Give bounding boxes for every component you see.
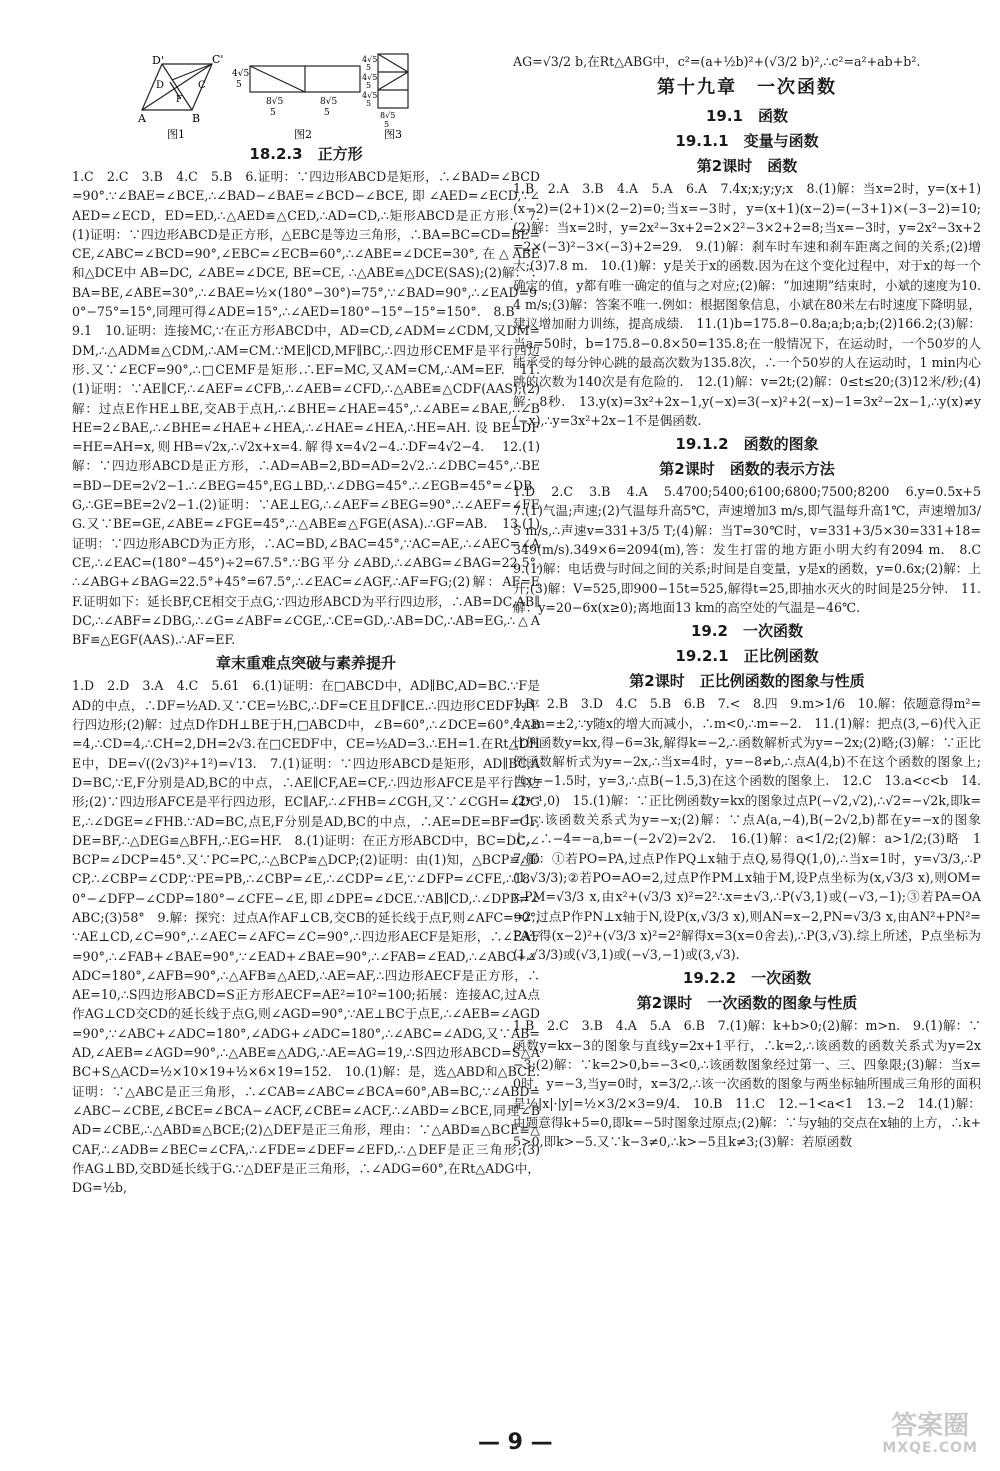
answers-18-2-3-part2: 9.1 10.证明：连接MC,∵在正方形ABCD中，AD=CD,∠ADM=∠CDM,又DM=DM,∴△ADM≌△CDM,∴AM=CM.∵ME∥CD,MF∥BC,∴四边形CEMF是平行四边形.又∵∠ECF=90°,∴□CEMF是矩形.∴EF=MC,又AM=CM,∴AM=EF. 11.(1)证明：∵AE∥CF,∴∠AEF=∠CFB,∴∠AEB=∠CFD,∴△ABE≌△CDF(AAS);(2)解：过点E作HE⊥BE,交AB于点H,∴∠BHE=∠HAE=45°,∴∠ABE=∠BAE,∴∠BHE=2∠BAE,∴∠BHE=∠HAE+∠HEA,∴∠HAE=∠HEA,∴HE=AH.设BE=DF=HE=AH=x,则HB=√2x,∴√2x+x=4.解得x=4√2−4.∴DF=4√2−4. 12.(1)解：∵四边形ABCD是正方形，∴AD=AB=2,BD=AD=2√2.∴∠DBC=45°,∴BE=BD−DE=2√2−1.∴∠BEG=45°,EG⊥BD,∴∠DBG=45°.∴∠EGB=45°=∠DBG,∴GE=BE=2√2−1.(2)证明：∵AE⊥EG,∴∠AEF=∠BEG=90°.∴∠AEF=∠FEG.又∵BE=GE,∠ABE=∠FGE=45°,∴△ABE≌△FGE(ASA).∴GF=AB. 13.(1)证明：∵四边形ABCD为正方形，∴AC=BD,∠BAC=45°,∵AC=AE,∴∠AEC=∠ACE,∴∠EAC=(180°−45°)÷2=67.5°.∵BG平分∠ABD,∴∠ABG=∠BAG=22.5°,∴∠ABG+∠BAG=22.5°+45°=67.5°,∴∠EAC=∠AGF,∴AF=FG;(2)解：AF=EF.证明如下：延长BF,CE相交于点G,∵四边形ABCD为平行四边形，∴AB=DC,AB∥DC,∴∠ABF=∠DBG,∴∠G=∠ABF=∠CGE,∴CE=GD,∴AB=DC,∴AB=EG,∴△ABF≌△EGF(AAS).∴AF=EF.: [72, 323, 540, 648]
section-heading-19-1-1: 19.1.1 变量与函数: [675, 132, 819, 151]
section-heading-19-2: 19.2 一次函数: [690, 622, 803, 641]
chapter-title: 第十九章 一次函数: [657, 77, 837, 99]
page-number: — 9 —: [478, 1430, 553, 1455]
fig3-l3-den: 5: [366, 99, 372, 108]
section-heading-chapter-review: 章末重难点突破与素养提升: [215, 654, 396, 673]
left-column: [72, 52, 540, 1197]
figure-row: [72, 52, 540, 140]
fig2-bottom1-den: 5: [270, 108, 276, 118]
fig2-bottom2-num: 8√5: [320, 97, 338, 107]
fig1-label-d: D: [156, 80, 165, 91]
right-column: [513, 52, 994, 1151]
section-heading-19-1: 19.1 函数: [705, 107, 788, 126]
answers-19-1-1: 1.B 2.A 3.B 4.A 5.A 6.A 7.4x;x;y;y;x 8.(1)解：当x=2时，y=(x+1)(x−2)=(2+1)×(2−2)=0;当x=−3时，y=(x+1)(x−2)=(−3+1)×(−3−2)=10;(2)解：当x=2时，y=2x²−3x+2=2×2²−3×2+2=8;当x=−3时，y=2x²−3x+2=2×(−3)²−3×(−3)+2=29. 9.(1)解：刹车时车速和刹车距离之间的关系;(2)增大;(3)7.8 m. 10.(1)解：y是关于x的函数.因为在这个变化过程中，对于x的每一个确定的值，y都有唯一确定的值与之对应;(2)解：“加速期”结束时，小斌的速度为10.4 m/s;(3)解：答案不唯一.例如：根据图象信息，小斌在80米左右时速度下降明显，建议增加耐力训练，提高成绩. 11.(1)b=175.8−0.8a;a;b;a;b;(2)166.2;(3)解：当a=50时，b=175.8−0.8×50=135.8;在一般情况下，在运动时，一个50岁的人能承受的每分钟心跳的最高次数为135.8次，∴一个50岁的人在运动时，1 min内心跳的次数为140次是有危险的. 12.(1)解：v=2t;(2)解：0≤t≤20;(3)12米/秒;(4)解：8秒. 13.y(x)=3x²+2x−1,y(−x)=3(−x)²+2(−x)−1=3x²−2x−1,∴y(x)≠y(−x),∴y=3x²+2x−1不是偶函数.: [513, 181, 981, 428]
geometry-figures: [72, 52, 412, 140]
section-heading-19-2-1: 19.2.1 正比例函数: [675, 647, 819, 666]
lesson-heading-proportional: 第2课时 正比例函数的图象与性质: [629, 672, 865, 691]
answers-19-2-2: 1.B 2.C 3.B 4.A 5.A 6.B 7.(1)解：k+b>0;(2)解：m>n. 9.(1)解：∵函数y=kx−3的图象与直线y=2x+1平行，∴k=2,∴该函数的函数关系式为y=2x−3;(2)解：∵k=2>0,b=−3<0,∴该函数图象经过第一、三、四象限;(3)解：当x=0时，y=−3,当y=0时，x=3/2,∴该一次函数的图象与两坐标轴所围成三角形的面积是½|x|·|y|=½×3/2×3=9/4. 10.B 11.C 12.−1<a<1 13.−2 14.(1)解：由题意得k+5=0,即k=−5时图象过原点;(2)解：∵与y轴的交点在x轴的上方，∴k+5>0,即k>−5.又∵k−3≠0,∴k>−5且k≠3;(3)解：若原函数: [513, 1018, 981, 1150]
watermark-main: 答案圈: [891, 1411, 970, 1441]
fig2-bottom2-den: 5: [324, 108, 330, 118]
fig1-label-a: A: [138, 112, 146, 125]
section-heading-18-2-3: 18.2.3 正方形: [249, 145, 363, 163]
fig3-bottom-den: 5: [384, 120, 390, 129]
fig1-caption: 图1: [167, 128, 185, 140]
fig1-label-f: F: [176, 95, 183, 105]
fig3-l2-num: 4√5: [362, 73, 378, 82]
fig1-label-b: B: [192, 112, 201, 125]
section-heading-19-2-2: 19.2.2 一次函数: [682, 969, 812, 988]
section-heading-19-1-2: 19.1.2 函数的图象: [675, 435, 819, 454]
lesson-heading-representations: 第2课时 函数的表示方法: [659, 460, 835, 479]
fig3-l1-den: 5: [366, 63, 372, 72]
answers-18-2-3-part1: 1.C 2.C 3.B 4.C 5.B 6.证明：∵四边形ABCD是矩形，∴∠BAD=∠BCD=90°.∵∠BAE=∠BCE,∴∠BAD−∠BAE=∠BCD−∠BCE,即∠AED=∠ECD,∵∠AED=∠ECD，ED=ED,∴△AED≌△CED,∴AD=CD,∴矩形ABCD是正方形. 7.(1)证明：∵四边形ABCD是正方形，△EBC是等边三角形，∴BA=BC=CD=BE=CE,∠ABC=∠BCD=90°,∠EBC=∠ECB=60°,∴∠ABE=∠DCE=30°,在△ABE和△DCE中 AB=DC, ∠ABE=∠DCE, BE=CE, ∴△ABE≌△DCE(SAS);(2)解：∵BA=BE,∠ABE=30°,∴∠BAE=½×(180°−30°)=75°,∵∠BAD=90°,∴∠EAD=90°−75°=15°,同理可得∠ADE=15°,∴∠AED=180°−15°−15°=150°. 8.B: [72, 169, 540, 320]
lesson-heading-linear: 第2课时 一次函数的图象与性质: [636, 994, 858, 1013]
fig2-bottom1-num: 8√5: [266, 97, 284, 107]
fig3-caption: 图3: [384, 128, 402, 140]
answers-19-2-1: 1.B 2.B 3.D 4.C 5.B 6.B 7.< 8.四 9.m>1/6 10.解：依题意得m²=4,∴m=±2,∵y随x的增大而减小，∴m<0,∴m=−2. 11.(1)解：把点(3,−6)代入正比例函数y=kx,得−6=3k,解得k=−2,∴函数解析式为y=−2x;(2)略;(3)解：∵正比例函数解析式为y=−2x,∴当x=4时，y=−8≠b,∴点A(4,b)不在这个函数的图象上;当x=−1.5时，y=3,∴点B(−1.5,3)在这个函数的图象上. 12.C 13.a<c<b 14.(2ⁿ⁻¹,0) 15.(1)解：∵正比例函数y=kx的图象过点P(−√2,√2),∴√2=−√2k,即k=−1,∴该函数关系式为y=−x;(2)解：∵点A(a,−4),B(−2√2,b)都在y=−x的图象上，∴−4=−a,b=−(−2√2)=2√2. 16.(1)解：a<1/2;(2)解：a>1/2;(3)略 17.解：①若PO=PA,过点P作PQ⊥x轴于点Q,易得Q(1,0),∴当x=1时，y=√3/3,∴P(1,√3/3);②若PO=AO=2,过点P作PM⊥x轴于M,设P点坐标为(x,√3/3 x),则OM=x,PM=√3/3 x,由x²+(√3/3 x)²=2²∴x=±√3,∴P(√3,1)或(−√3,−1);③若PA=OA=2,过点P作PN⊥x轴于N,设P(x,√3/3 x),则AN=x−2,PN=√3/3 x,由AN²+PN²=PA²,得(x−2)²+(√3/3 x)²=2²解得x=3(x=0舍去),∴P(3,√3).综上所述，P点坐标为(1,√3/3)或(√3,1)或(−√3,−1)或(3,√3).: [513, 696, 981, 963]
answers-19-1-2: 1.D 2.C 3.B 4.A 5.4700;5400;6100;6800;7500;8200 6.y=0.5x+5 7.(1)气温;声速;(2)气温每升高5℃，声速增加3 m/s,即气温每升高1℃，声速增加3/5 m/s,∴声速v=331+3/5 T;(4)解：当T=30℃时，v=331+3/5×30=331+18=349(m/s).349×6=2094(m),答：发生打雷的地方距小明大约有2094 m. 8.C 9.(1)解：电话费与时间之间的关系;时间是自变量，y是x的函数，y=0.6x;(2)解：上升;(3)解：V=525,即900−15t=525,解得t=25,即抽水灭火的时间是25分钟. 11.解：y=20−6x(x≥0);离地面13 km的高空处的气温是−46℃.: [513, 484, 994, 615]
page-number-value: 9: [507, 1430, 523, 1455]
answers-chapter-review: 1.D 2.D 3.A 4.C 5.61 6.(1)证明：在□ABCD中，AD∥BC,AD=BC.∵F是AD的中点，∴DF=½AD.又∵CE=½BC,∴DF=CE且DF∥CE.∴四边形CEDF为平行四边形;(2)解：过点D作DH⊥BE于H,□ABCD中，∠B=60°,∴∠DCE=60°.∵AB=4,∴CD=4,∴CH=2,DH=2√3.在□CEDF中，CE=½AD=3.∴EH=1.在Rt△DHE中，DE=√((2√3)²+1²)=√13. 7.(1)证明：∵四边形ABCD是矩形，AD∥BC,AD=BC,∵E,F分别是AD,BC的中点，∴AE∥CF,AE=CF,∴四边形AFCE是平行四边形;(2)∵四边形AFCE是平行四边形，EC∥AF,∴∠FHB=∠CGH,又∵∠CGH=∠DGE,∴∠DGE=∠FHB.∵AD=BC,点E,F分别是AD,BC的中点，∴AE=DE=BF=CF,DE=BF,∴△DEG≌△BFH,∴EG=HF. 8.(1)证明：在正方形ABCD中，BC=DC,∠BCP=∠DCP=45°.又∵PC=PC,∴△BCP≌△DCP;(2)证明：由(1)知，△BCP≌△DCP,∴∠CBP=∠CDP,∵PE=PB,∴∠CBP=∠E,∴∠CDP=∠E,∵∠DFP=∠CFE,∴180°−∠DFP−∠CDP=180°−∠CFE−∠E,即∠DPE=∠DCE.∵AB∥CD,∴∠DPE=∠ABC;(3)58° 9.解：探究：过点A作AF⊥CB,交CB的延长线于点F,则∠AFC=90°,∵AE⊥CD,∠C=90°,∴∠AEC=∠AFC=∠C=90°,∴四边形AECF是矩形，∴∠EAF=90°,∴∠FAB+∠BAE=90°,∵∠EAD+∠BAE=90°,∴∠FAB=∠EAD,∴∠ABC+∠ADC=180°,∠AFB=90°,∴△AFB≌△AED,∴AE=AF,∴四边形AECF是正方形，∴AE=10,∴S四边形ABCD=S正方形AECF=AE²=10²=100;拓展：连接AC,过A点作AG⊥CD交CD的延长线于点G,则∠AGD=90°,∵AE⊥BC于点E,∴∠AEB=∠AGD=90°,∵∠ABC+∠ADC=180°,∠ADG+∠ADC=180°,∴∠ABC=∠ADG,又∵AB=AD,∠AEB=∠AGD=90°,∴△ABE≌△ADG,∴AE=AG=19,∴S四边形ABCD=S△ABC+S△ACD=½×10×19+½×6×19=152. 10.(1)解：是，选△ABD和△BCE.证明：∵△ABC是正三角形，∴∠CAB=∠ABC=∠BCA=60°,AB=BC,∵∠ABD=∠ABC−∠CBE,∠BCE=∠BCA−∠ACF,∠CBE=∠ACF,∴∠ABD=∠BCE,同理∠BAD=∠CBE,∴△ABD≌△BCE;(2)△DEF是正三角形，理由：∵△ABD≌△BCE≌△CAF,∴∠ADB=∠BEC=∠CFA,∴∠FDE=∠DEF=∠EFD,∴△DEF是正三角形;(3)作AG⊥BD,交BD延长线于G.∵△DEF是正三角形，∴∠ADG=60°,在Rt△ADG中，DG=½b,: [72, 678, 540, 1196]
fig2-side-num: 4√5: [232, 69, 250, 79]
fig2-caption: 图2: [294, 128, 312, 140]
fig3-l3-num: 4√5: [362, 91, 378, 100]
figure-2: [250, 66, 360, 92]
fig3-l2-den: 5: [366, 81, 372, 90]
fig3-bottom-num: 8√5: [380, 111, 396, 120]
fig1-label-cprime: C': [212, 53, 224, 66]
watermark-sub: MXQE.COM: [882, 1440, 978, 1456]
answers-continued: AG=√3/2 b,在Rt△ABG中，c²=(a+½b)²+(√3/2 b)²,∴c²=a²+ab+b².: [513, 54, 921, 69]
fig1-label-dprime: D': [152, 54, 164, 67]
figure-3: [378, 54, 408, 108]
fig2-side-den: 5: [236, 80, 242, 90]
fig1-label-c: C: [198, 80, 206, 91]
fig3-l1-num: 4√5: [362, 55, 378, 64]
watermark-logo: [882, 1412, 978, 1456]
lesson-heading-functions: 第2课时 函数: [696, 157, 798, 176]
